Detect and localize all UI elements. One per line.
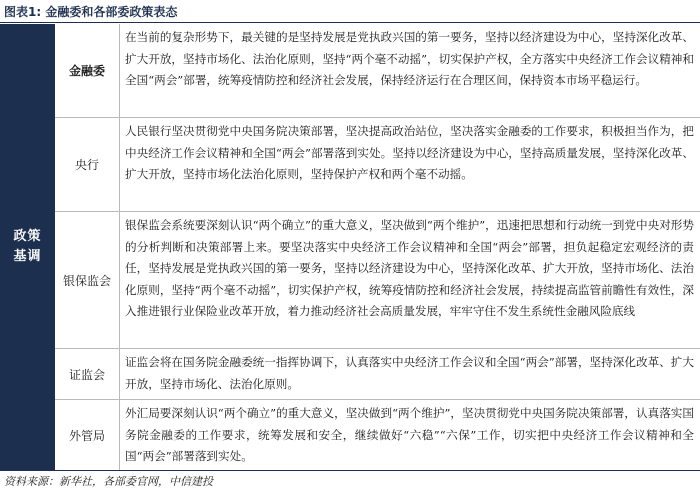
row-text: 银保监会系统要深刻认识“两个确立”的重大意义，坚决做到“两个维护”，迅速把思想和行动统一到党中央对形势的分析判断和决策部署上来。要坚决落实中央经济工作会议精神和全国“两会”部署，担负起稳定宏观经济的责任，坚持发展是党执政兴国的第一要务，坚持以经济建设为中心，坚持深化改革、扩大开放，坚持市场化、法治化原则，坚持“两个毫不动摇”，切实保护产权，统筹疫情防控和经济社会发展，持续提高监管前瞻性有效性，深入推进银行业保险业改革开放，着力推动经济社会高质量发展，牢牢守住不发生系统性金融风险底线 [125,218,694,318]
category-cell [0,24,55,470]
title-divider [0,22,700,23]
row-label: 证监会 [55,349,120,399]
table-row [55,24,700,118]
table-row [55,400,700,470]
row-text: 人民银行坚决贯彻党中央国务院决策部署，坚决提高政治站位，坚决落实金融委的工作要求，积极担当作为，把中央经济工作会议精神和全国“两会”部署落到实处。坚持以经济建设为中心，坚持高质量发展，坚持深化改革、扩大开放，坚持市场化法治化原则，坚持保护产权和两个毫不动摇。 [125,124,694,181]
table-row [55,349,700,400]
row-label: 金融委 [55,24,120,117]
figure-title: 图表1: 金融委和各部委政策表态 [4,5,178,19]
row-label: 央行 [55,118,120,211]
table-row [55,118,700,212]
row-text: 在当前的复杂形势下，最关键的是坚持发展是党执政兴国的第一要务，坚持以经济建设为中心，坚持深化改革、扩大开放，坚持市场化、法治化原则，坚持“两个毫不动摇”，切实保护产权，全方落实中央经济工作会议精神和全国“两会”部署，统筹疫情防控和经济社会发展，保持经济运行在合理区间，保持资本市场平稳运行。 [125,30,694,87]
table-row [55,212,700,349]
category-label: 政策基调 [13,229,42,264]
source-divider [0,470,700,471]
row-text: 证监会将在国务院金融委统一指挥协调下，认真落实中央经济工作会议和全国“两会”部署，坚持深化改革、扩大开放，坚持市场化、法治化原则。 [125,355,694,391]
row-label: 银保监会 [55,212,120,348]
source-note: 资料来源：新华社，各部委官网，中信建投 [4,475,213,488]
row-text: 外汇局要深刻认识“两个确立”的重大意义，坚决做到“两个维护”，坚决贯彻党中央国务院决策部署，认真落实国务院金融委的工作要求，统筹发展和安全，继续做好“六稳”“六保”工作，切实把中央经济工作会议精神和全国“两会”部署落到实处。 [125,406,694,463]
row-label: 外管局 [55,400,120,470]
